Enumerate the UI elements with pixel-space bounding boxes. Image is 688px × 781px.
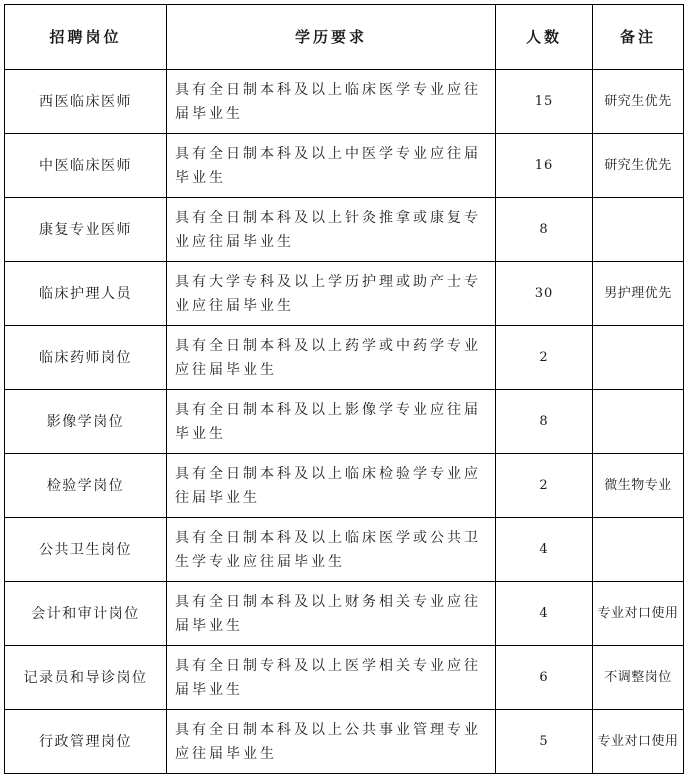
requirement-cell: 具有全日制本科及以上针灸推拿或康复专业应往届毕业生 (167, 198, 496, 262)
count-cell: 2 (496, 326, 593, 390)
note-cell (593, 198, 684, 262)
requirement-cell: 具有全日制本科及以上临床医学专业应往届毕业生 (167, 70, 496, 134)
post-cell: 影像学岗位 (5, 390, 167, 454)
note-cell: 专业对口使用 (593, 582, 684, 646)
recruitment-table (4, 4, 684, 774)
table-row (5, 198, 684, 262)
count-cell: 8 (496, 198, 593, 262)
note-cell (593, 326, 684, 390)
table-row (5, 710, 684, 774)
requirement-cell: 具有全日制本科及以上药学或中药学专业应往届毕业生 (167, 326, 496, 390)
count-cell: 8 (496, 390, 593, 454)
note-cell: 专业对口使用 (593, 710, 684, 774)
count-cell: 4 (496, 582, 593, 646)
post-cell: 公共卫生岗位 (5, 518, 167, 582)
note-cell (593, 390, 684, 454)
post-cell: 西医临床医师 (5, 70, 167, 134)
post-cell: 会计和审计岗位 (5, 582, 167, 646)
table-row (5, 582, 684, 646)
requirement-cell: 具有大学专科及以上学历护理或助产士专业应往届毕业生 (167, 262, 496, 326)
note-cell: 男护理优先 (593, 262, 684, 326)
table-row (5, 518, 684, 582)
requirement-cell: 具有全日制本科及以上临床医学或公共卫生学专业应往届毕业生 (167, 518, 496, 582)
note-cell: 研究生优先 (593, 134, 684, 198)
post-cell: 临床护理人员 (5, 262, 167, 326)
post-cell: 检验学岗位 (5, 454, 167, 518)
table-row (5, 390, 684, 454)
post-cell: 中医临床医师 (5, 134, 167, 198)
count-cell: 2 (496, 454, 593, 518)
table-row (5, 134, 684, 198)
post-cell: 临床药师岗位 (5, 326, 167, 390)
post-cell: 行政管理岗位 (5, 710, 167, 774)
post-cell: 记录员和导诊岗位 (5, 646, 167, 710)
requirement-cell: 具有全日制本科及以上中医学专业应往届毕业生 (167, 134, 496, 198)
note-cell: 研究生优先 (593, 70, 684, 134)
count-cell: 15 (496, 70, 593, 134)
header-note: 备注 (593, 5, 684, 70)
table-body (5, 70, 684, 774)
count-cell: 5 (496, 710, 593, 774)
table-header-row (5, 5, 684, 70)
count-cell: 30 (496, 262, 593, 326)
table-row (5, 454, 684, 518)
table-row (5, 70, 684, 134)
requirement-cell: 具有全日制本科及以上影像学专业应往届毕业生 (167, 390, 496, 454)
count-cell: 16 (496, 134, 593, 198)
requirement-cell: 具有全日制专科及以上医学相关专业应往届毕业生 (167, 646, 496, 710)
requirement-cell: 具有全日制本科及以上公共事业管理专业应往届毕业生 (167, 710, 496, 774)
count-cell: 4 (496, 518, 593, 582)
note-cell: 微生物专业 (593, 454, 684, 518)
header-post: 招聘岗位 (5, 5, 167, 70)
note-cell (593, 518, 684, 582)
post-cell: 康复专业医师 (5, 198, 167, 262)
note-cell: 不调整岗位 (593, 646, 684, 710)
table-row (5, 646, 684, 710)
requirement-cell: 具有全日制本科及以上临床检验学专业应往届毕业生 (167, 454, 496, 518)
header-requirement: 学历要求 (167, 5, 496, 70)
requirement-cell: 具有全日制本科及以上财务相关专业应往届毕业生 (167, 582, 496, 646)
count-cell: 6 (496, 646, 593, 710)
table-row (5, 262, 684, 326)
header-count: 人数 (496, 5, 593, 70)
table-row (5, 326, 684, 390)
